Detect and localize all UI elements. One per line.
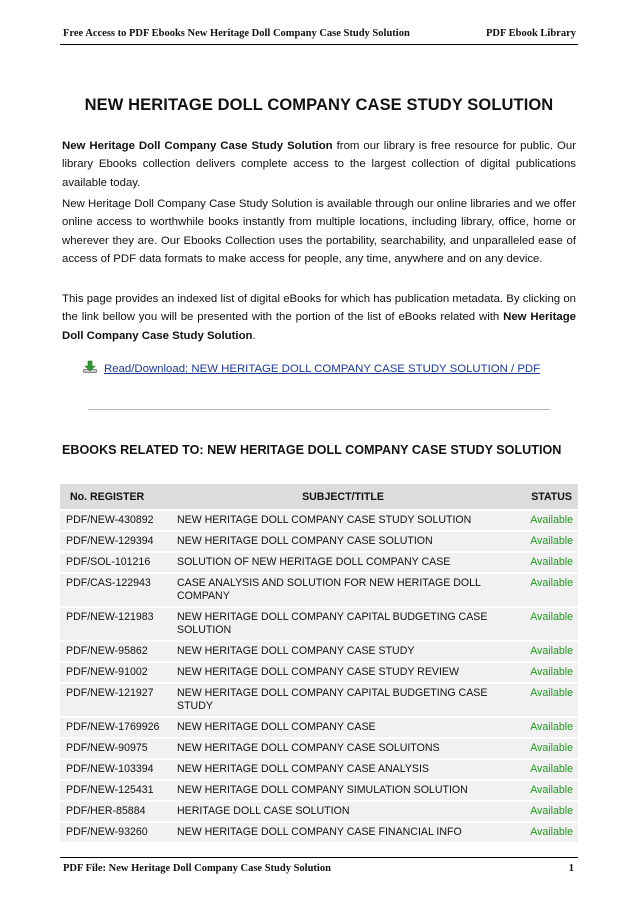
table-header-row (60, 484, 578, 509)
cell-subject: NEW HERITAGE DOLL COMPANY CASE SOLUITONS (171, 739, 515, 758)
intro-paragraph-3-bold: New Heritage Doll Company Case Study Solution (62, 311, 576, 342)
cell-register: PDF/NEW-90975 (60, 739, 171, 758)
table-row (60, 511, 578, 530)
cell-register: PDF/NEW-430892 (60, 511, 171, 530)
intro-paragraph-3-end: . (252, 329, 256, 342)
intro-paragraph-1-text: from our library is free resource for public. Our library Ebooks collection delivers complete access to the largest collection of digital publications available today. (62, 140, 577, 189)
cell-status: Available (515, 663, 578, 682)
column-header-register: No. REGISTER (60, 484, 171, 509)
intro-paragraph-3 (62, 290, 576, 345)
cell-subject: CASE ANALYSIS AND SOLUTION FOR NEW HERITAGE DOLL COMPANY (171, 574, 515, 606)
page-header (60, 24, 578, 45)
cell-status: Available (515, 739, 578, 758)
cell-subject: NEW HERITAGE DOLL COMPANY SIMULATION SOLUTION (171, 781, 515, 800)
cell-register: PDF/NEW-1769926 (60, 718, 171, 737)
cell-status: Available (515, 684, 578, 716)
cell-status: Available (515, 802, 578, 821)
cell-register: PDF/NEW-125431 (60, 781, 171, 800)
cell-subject: HERITAGE DOLL CASE SOLUTION (171, 802, 515, 821)
cell-subject: NEW HERITAGE DOLL COMPANY CASE STUDY (171, 642, 515, 661)
cell-register: PDF/HER-85884 (60, 802, 171, 821)
cell-subject: NEW HERITAGE DOLL COMPANY CASE SOLUTION (171, 532, 515, 551)
table-row (60, 574, 578, 606)
table-row (60, 642, 578, 661)
cell-register: PDF/NEW-129394 (60, 532, 171, 551)
table-row (60, 802, 578, 821)
cell-status: Available (515, 532, 578, 551)
cell-subject: NEW HERITAGE DOLL COMPANY CASE STUDY SOLUTION (171, 511, 515, 530)
document-title: NEW HERITAGE DOLL COMPANY CASE STUDY SOLUTION (84, 96, 554, 114)
cell-register: PDF/NEW-93260 (60, 823, 171, 842)
cell-status: Available (515, 781, 578, 800)
intro-paragraph-3-text: This page provides an indexed list of digital eBooks for which has publication metadata. By clicking on the link bellow you will be presented with the portion of the list of eBooks related with (62, 293, 576, 324)
table-row (60, 684, 578, 716)
table-row (60, 553, 578, 572)
section-divider (88, 409, 550, 410)
cell-subject: NEW HERITAGE DOLL COMPANY CASE (171, 718, 515, 737)
cell-register: PDF/NEW-95862 (60, 642, 171, 661)
cell-register: PDF/NEW-121927 (60, 684, 171, 716)
cell-subject: SOLUTION OF NEW HERITAGE DOLL COMPANY CASE (171, 553, 515, 572)
page-number: 1 (568, 863, 574, 874)
cell-register: PDF/SOL-101216 (60, 553, 171, 572)
table-row (60, 823, 578, 842)
header-library-name: PDF Ebook Library (485, 28, 576, 39)
page-footer (60, 857, 578, 874)
cell-register: PDF/NEW-91002 (60, 663, 171, 682)
cell-status: Available (515, 823, 578, 842)
cell-status: Available (515, 553, 578, 572)
cell-register: PDF/NEW-121983 (60, 608, 171, 640)
cell-subject: NEW HERITAGE DOLL COMPANY CASE STUDY REVIEW (171, 663, 515, 682)
intro-paragraph-2: New Heritage Doll Company Case Study Solution is available through our online libraries and we offer online access to worthwhile books instantly from multiple locations, including library, office, home or wherever they are. Our Ebooks Collection uses the portability, searchability, and unparalleled ease of access of PDF data formats to make access for people, any time, anywhere and on any device. (62, 198, 576, 266)
table-row (60, 718, 578, 737)
table-row (60, 532, 578, 551)
intro-paragraph-1 (62, 137, 576, 192)
column-header-subject: SUBJECT/TITLE (171, 484, 515, 509)
related-heading: EBOOKS RELATED TO: NEW HERITAGE DOLL COMPANY CASE STUDY SOLUTION (62, 443, 562, 457)
table-row (60, 739, 578, 758)
cell-status: Available (515, 574, 578, 606)
table-body (60, 511, 578, 842)
table-row (60, 608, 578, 640)
cell-subject: NEW HERITAGE DOLL COMPANY CAPITAL BUDGETING CASE SOLUTION (171, 608, 515, 640)
download-row (82, 360, 562, 380)
download-link[interactable]: Read/Download: NEW HERITAGE DOLL COMPANY CASE STUDY SOLUTION / PDF (104, 363, 541, 375)
cell-register: PDF/NEW-103394 (60, 760, 171, 779)
table-row (60, 760, 578, 779)
cell-subject: NEW HERITAGE DOLL COMPANY CASE ANALYSIS (171, 760, 515, 779)
ebooks-table (60, 482, 578, 844)
cell-status: Available (515, 642, 578, 661)
cell-status: Available (515, 760, 578, 779)
cell-subject: NEW HERITAGE DOLL COMPANY CASE FINANCIAL INFO (171, 823, 515, 842)
footer-file-name: PDF File: New Heritage Doll Company Case Study Solution (63, 863, 331, 874)
intro-bold-title: New Heritage Doll Company Case Study Solution (62, 140, 333, 152)
table-row (60, 663, 578, 682)
cell-register: PDF/CAS-122943 (60, 574, 171, 606)
cell-status: Available (515, 718, 578, 737)
cell-status: Available (515, 511, 578, 530)
table-row (60, 781, 578, 800)
cell-subject: NEW HERITAGE DOLL COMPANY CAPITAL BUDGETING CASE STUDY (171, 684, 515, 716)
column-header-status: STATUS (515, 484, 578, 509)
download-icon (82, 360, 98, 374)
cell-status: Available (515, 608, 578, 640)
header-title: Free Access to PDF Ebooks New Heritage Doll Company Case Study Solution (63, 28, 410, 39)
